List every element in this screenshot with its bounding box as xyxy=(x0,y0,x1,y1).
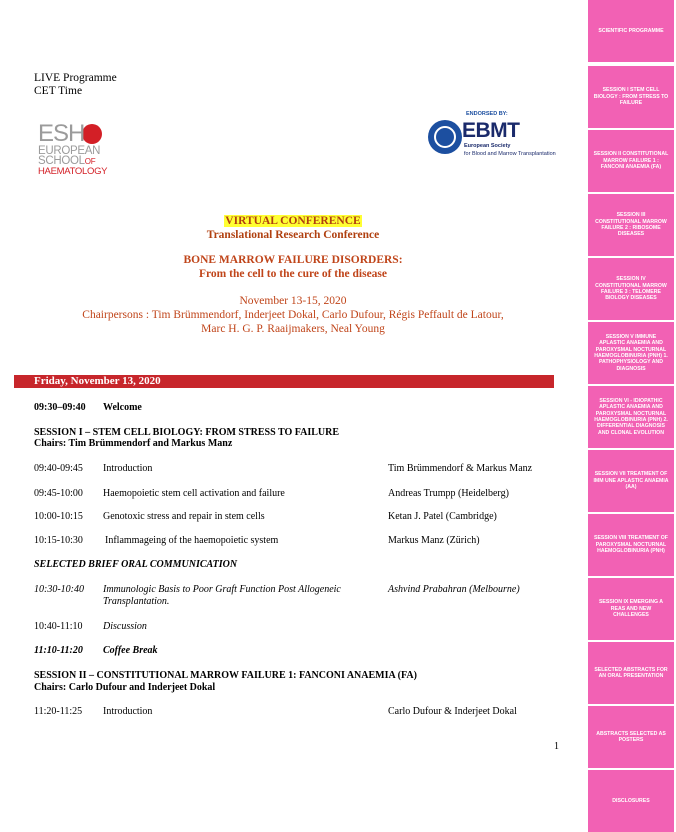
tab-session-3[interactable]: SESSION III CONSTITUTIONAL MARROW FAILURE 2 : RIBOSOME DISEASES xyxy=(588,194,674,256)
welcome-label: Welcome xyxy=(103,402,142,413)
sidebar-nav xyxy=(586,0,676,832)
tab-abstracts-posters[interactable]: ABSTRACTS SELECTED AS POSTERS xyxy=(588,706,674,768)
session1-item-time: 10:15-10:30 xyxy=(34,535,83,546)
conference-dates: November 13-15, 2020 xyxy=(239,295,347,307)
esh-logo-big: ESH xyxy=(38,120,85,147)
oral-title-line1: Immunologic Basis to Poor Graft Function Post Allogeneic xyxy=(103,584,341,595)
ebmt-sub1: European Society xyxy=(464,143,511,149)
session1-item-speaker: Andreas Trumpp (Heidelberg) xyxy=(388,488,509,499)
oral-time: 10:30-10:40 xyxy=(34,584,84,595)
session1-item-time: 10:00-10:15 xyxy=(34,511,83,522)
oral-title-line2: Transplantation. xyxy=(103,596,170,607)
session1-item-speaker: Tim Brümmendorf & Markus Manz xyxy=(388,463,533,474)
session1-item-title: Introduction xyxy=(103,463,153,474)
session2-item-speaker: Carlo Dufour & Inderjeet Dokal xyxy=(388,706,517,717)
tab-scientific-programme[interactable]: SCIENTIFIC PROGRAMME xyxy=(588,0,674,62)
day-banner xyxy=(14,375,554,388)
session1-item-title: Genotoxic stress and repair in stem cells xyxy=(103,511,265,522)
coffee-time: 11:10-11:20 xyxy=(34,645,83,656)
session2-chairs: Chairs: Carlo Dufour and Inderjeet Dokal xyxy=(34,682,216,693)
tab-session-5[interactable]: SESSION V IMMUNE APLASTIC ANAEMIA AND PAROXYSMAL NOCTURNAL HAEMOGLOBINURIA (PNH) 1. PATHOPHYSIOLOGY AND DIAGNOSIS xyxy=(588,322,674,384)
session1-chairs: Chairs: Tim Brümmendorf and Markus Manz xyxy=(34,438,233,449)
conference-title-line2: From the cell to the cure of the disease xyxy=(199,268,387,280)
tab-session-7[interactable]: SESSION VII TREATMENT OF IMM UNE APLASTIC ANAEMIA (AA) xyxy=(588,450,674,512)
tab-session-2[interactable]: SESSION II CONSTITUTIONAL MARROW FAILURE 1 : FANCONI ANAEMIA (FA) xyxy=(588,130,674,192)
tab-session-8[interactable]: SESSION VIII TREATMENT OF PAROXYSMAL NOCTURNAL HAEMOGLOBINURIA (PNH) xyxy=(588,514,674,576)
live-programme-label: LIVE Programme xyxy=(34,72,117,84)
ebmt-globe-icon xyxy=(428,120,462,154)
session1-title: SESSION I – STEM CELL BIOLOGY: FROM STRESS TO FAILURE xyxy=(34,427,339,438)
esh-red-circle-icon xyxy=(82,124,102,144)
day-label: Friday, November 13, 2020 xyxy=(34,375,161,387)
conference-title-line1: BONE MARROW FAILURE DISORDERS: xyxy=(183,254,403,266)
oral-communication-heading: SELECTED BRIEF ORAL COMMUNICATION xyxy=(34,559,238,570)
ebmt-name: EBMT xyxy=(462,119,520,142)
coffee-label: Coffee Break xyxy=(103,645,158,656)
tab-session-6[interactable]: SESSION VI - IDIOPATHIC APLASTIC ANAEMIA AND PAROXYSMAL NOCTURNAL HAEMOGLOBINURIA (PNH) 2. DIFFERENTIAL DIAGNOSIS AND CLONAL EVOLUTION xyxy=(588,386,674,448)
session1-item-title: Inflammageing of the haemopoietic system xyxy=(105,535,279,546)
esh-logo xyxy=(38,122,128,180)
tab-selected-abstracts-oral[interactable]: SELECTED ABSTRACTS FOR AN ORAL PRESENTATION xyxy=(588,642,674,704)
welcome-time: 09:30–09:40 xyxy=(34,402,86,413)
chairpersons-line1: Chairpersons : Tim Brümmendorf, Inderjeet Dokal, Carlo Dufour, Régis Peffault de Latour, xyxy=(82,309,504,321)
esh-logo-line1: EUROPEAN xyxy=(38,145,101,157)
tab-session-1[interactable]: SESSION I STEM CELL BIOLOGY : FROM STRESS TO FAILURE xyxy=(588,66,674,128)
tab-session-4[interactable]: SESSION IV CONSTITUTIONAL MARROW FAILURE 3 : TELOMERE BIOLOGY DISEASES xyxy=(588,258,674,320)
session1-item-speaker: Ketan J. Patel (Cambridge) xyxy=(388,511,497,522)
tab-disclosures[interactable]: DISCLOSURES xyxy=(588,770,674,832)
discussion-time: 10:40-11:10 xyxy=(34,621,83,632)
session1-item-time: 09:45-10:00 xyxy=(34,488,83,499)
virtual-conference-label: VIRTUAL CONFERENCE xyxy=(225,215,361,227)
conference-type: Translational Research Conference xyxy=(206,229,380,241)
ebmt-endorsed-label: ENDORSED BY: xyxy=(466,111,508,117)
page-number: 1 xyxy=(554,741,559,752)
tab-session-9[interactable]: SESSION IX EMERGING A REAS AND NEW CHALLENGES xyxy=(588,578,674,640)
esh-logo-line3: HAEMATOLOGY xyxy=(38,166,108,177)
oral-speaker: Ashvind Prabahran (Melbourne) xyxy=(388,584,520,595)
session2-item-time: 11:20-11:25 xyxy=(34,706,83,717)
session1-item-title: Haemopoietic stem cell activation and failure xyxy=(103,488,285,499)
session1-item-speaker: Markus Manz (Zürich) xyxy=(388,535,480,546)
discussion-label: Discussion xyxy=(103,621,147,632)
session2-title: SESSION II – CONSTITUTIONAL MARROW FAILURE 1: FANCONI ANAEMIA (FA) xyxy=(34,670,417,681)
session2-item-title: Introduction xyxy=(103,706,153,717)
chairpersons-line2: Marc H. G. P. Raaijmakers, Neal Young xyxy=(201,323,385,335)
session1-item-time: 09:40-09:45 xyxy=(34,463,83,474)
esh-logo-line2: SCHOOLOF xyxy=(38,155,96,167)
ebmt-sub2: for Blood and Marrow Transplantation xyxy=(464,151,556,157)
cet-time-label: CET Time xyxy=(34,85,83,97)
ebmt-logo xyxy=(428,111,568,171)
